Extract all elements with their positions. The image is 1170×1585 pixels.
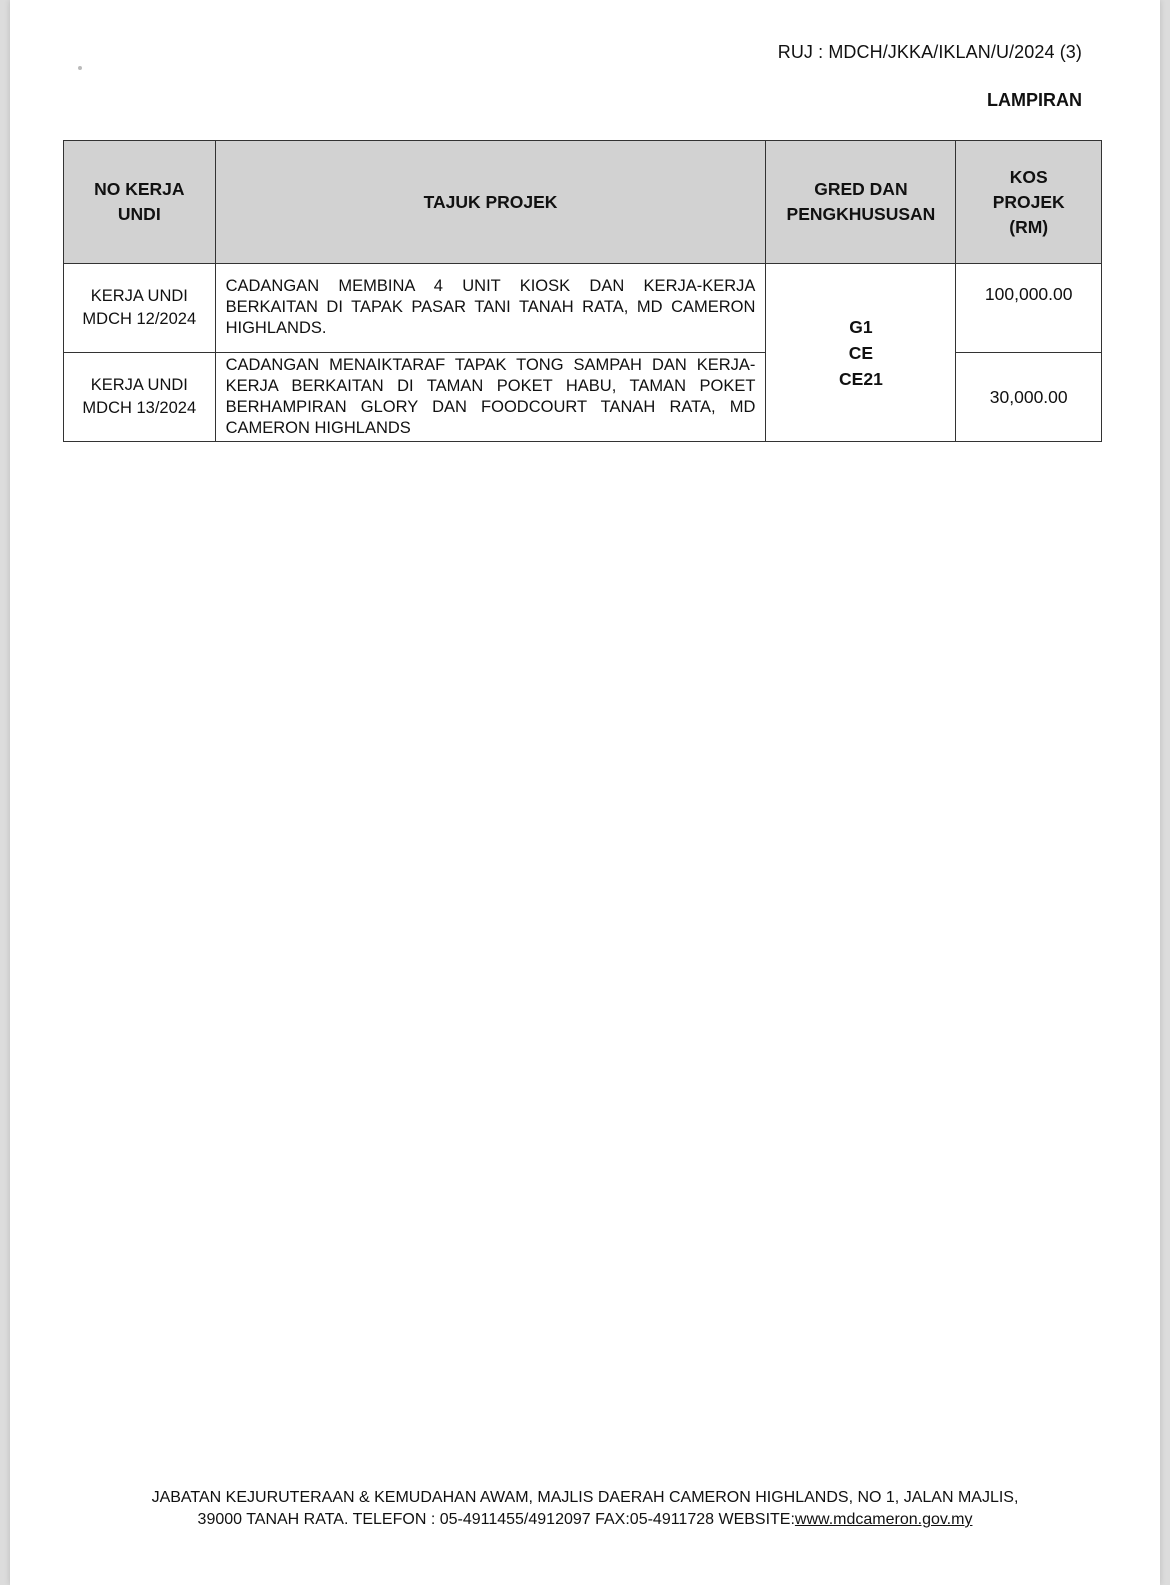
table-header-row bbox=[64, 141, 1102, 264]
website-link[interactable]: www.mdcameron.gov.my bbox=[794, 1511, 973, 1528]
row-2-project-cost: 30,000.00 bbox=[956, 353, 1102, 442]
row-2-no-kerja-undi bbox=[64, 353, 216, 442]
row-1-project-title: CADANGAN MEMBINA 4 UNIT KIOSK DAN KERJA-KERJA BERKAITAN DI TAPAK PASAR TANI TANAH RATA, MD CAMERON HIGHLANDS. bbox=[215, 264, 766, 353]
footer-line1: JABATAN KEJURUTERAAN & KEMUDAHAN AWAM, MAJLIS DAERAH CAMERON HIGHLANDS, NO 1, JALAN MAJLIS, bbox=[151, 1489, 1019, 1506]
row-1-no-line2: MDCH 12/2024 bbox=[82, 310, 197, 328]
footer-line2-text: 39000 TANAH RATA. TELEFON : 05-4911455/4912097 FAX:05-4911728 WEBSITE: bbox=[197, 1511, 795, 1528]
grade-line1: G1 bbox=[849, 316, 873, 337]
row-1-no-line1: KERJA UNDI bbox=[90, 287, 188, 305]
document-page bbox=[10, 0, 1160, 1585]
reference-number: RUJ : MDCH/JKKA/IKLAN/U/2024 (3) bbox=[777, 42, 1082, 62]
grade-specialisation bbox=[766, 264, 956, 442]
grade-line2: CE bbox=[848, 342, 874, 363]
header-no-kerja-undi: NO KERJA UNDI bbox=[64, 141, 216, 264]
header-gred-dan-pengkhususan: GRED DAN PENGKHUSUSAN bbox=[766, 141, 956, 264]
projects-table bbox=[63, 140, 1102, 442]
header-kos-projek: KOS PROJEK (RM) bbox=[956, 141, 1102, 264]
row-2-no-line2: MDCH 13/2024 bbox=[82, 399, 197, 417]
row-2-project-title: CADANGAN MENAIKTARAF TAPAK TONG SAMPAH DAN KERJA-KERJA BERKAITAN DI TAMAN POKET HABU, TAMAN POKET BERHAMPIRAN GLORY DAN FOODCOURT TANAH RATA, MD CAMERON HIGHLANDS bbox=[215, 353, 766, 442]
row-1-no-kerja-undi bbox=[64, 264, 216, 353]
scan-speck bbox=[78, 66, 82, 70]
attachment-label: LAMPIRAN bbox=[987, 90, 1082, 110]
table-row bbox=[64, 264, 1102, 353]
footer-address bbox=[70, 1487, 1100, 1531]
header-tajuk-projek: TAJUK PROJEK bbox=[215, 141, 766, 264]
grade-line3: CE21 bbox=[839, 368, 883, 389]
footer-line2 bbox=[70, 1509, 1100, 1531]
row-1-project-cost: 100,000.00 bbox=[956, 264, 1102, 353]
row-2-no-line1: KERJA UNDI bbox=[90, 376, 188, 394]
